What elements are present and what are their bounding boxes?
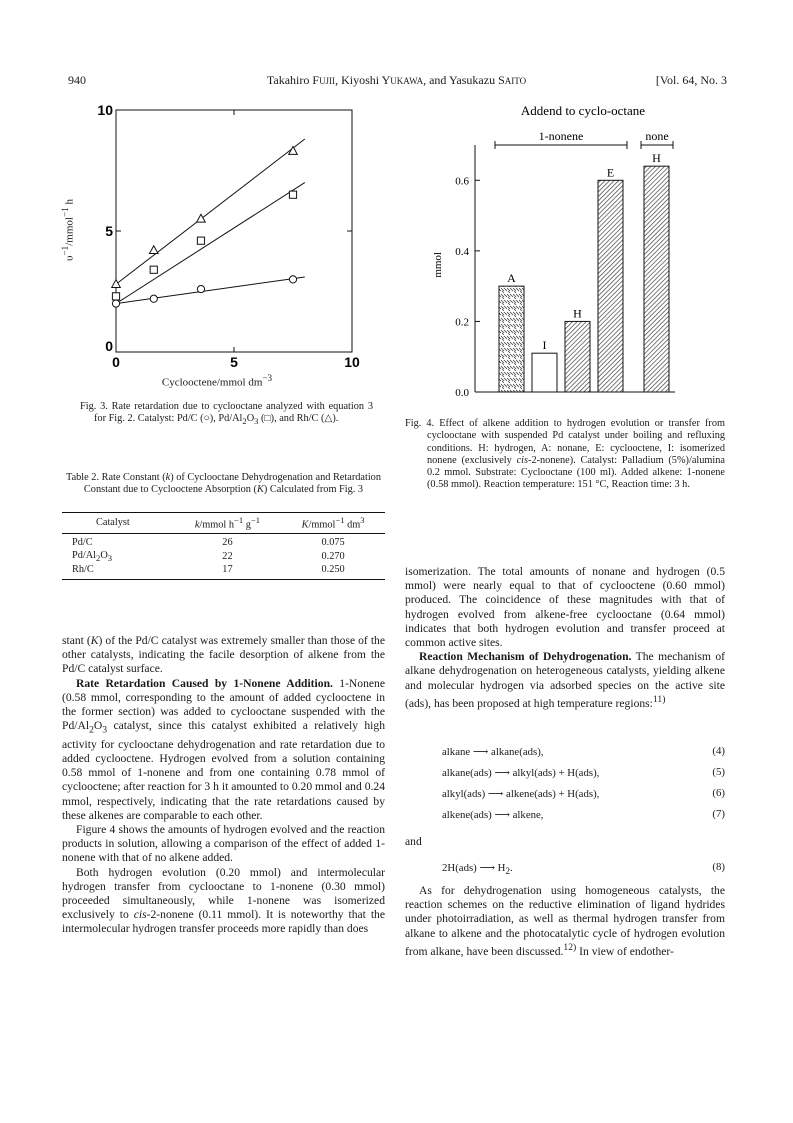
fig4-ytick-label: 0.6 (455, 175, 469, 188)
fig3-xtick-label: 10 (344, 354, 360, 370)
fig3-point-square (289, 191, 296, 198)
fig4-ytick-label: 0.4 (455, 245, 469, 258)
fig4-bar-label: A (507, 271, 516, 286)
table-row (62, 550, 385, 564)
table2-cell: 0.270 (321, 550, 345, 562)
right-paragraph: isomerization. The total amounts of nonane and hydrogen (0.5 mmol) were nearly equal to that of cyclooctene (0.60 mmol) produced. The coincidence of these magnitudes with that of hydrogen evolved from alkene-free cyclooctane (0.64 mmol) indicates that both hydrogen evolution and transfer proceed at common active sites. (405, 565, 725, 650)
equation: alkane(ads) ⟶ alkyl(ads) + H(ads), (5) (442, 766, 725, 779)
fig3-point-circle (289, 276, 296, 283)
equation: alkane ⟶ alkane(ads), (4) (442, 745, 725, 758)
journal-volume: [Vol. 64, No. 3 (655, 73, 727, 87)
fig3-frame (116, 110, 352, 352)
table-row (62, 564, 385, 579)
table2-caption: Table 2. Rate Constant (k) of Cyclooctane Dehydrogenation and Retardation Constant due to Cyclooctene Absorption (K) Calculated from Fig. 3 (66, 472, 381, 496)
table2-cell: 17 (174, 564, 282, 579)
fig3-caption: Fig. 3. Rate retardation due to cyclooctane analyzed with equation 3 for Fig. 2. Catalyst: Pd/C (○), $Pd/Al_2O_3$ (□), and Rh/C (△). (80, 401, 373, 427)
fig4-group-label: none (645, 129, 669, 143)
fig4-ytick-label: 0.0 (455, 387, 469, 399)
fig4-bar-label: E (606, 165, 615, 180)
fig3-point-square (150, 266, 157, 273)
table2-header-cell: K/mmol$^{-1}$ $dm^3$ (281, 513, 385, 534)
fig4-bar-label: H (573, 306, 582, 321)
right-paragraph: As for dehydrogenation using homogeneous catalysts, the reaction schemes on the reductive elimination of ligand hydrides under photoirradiation, as well as thermal hydrogen transfer from alkane to alkene and the photocatalytic cycle of hydrogen evolution from alkane, have been discussed.$^{12)}$ In view of endother- (405, 884, 725, 958)
fig3-xtick-label: 0 (112, 354, 120, 370)
left-paragraph: Figure 4 shows the amounts of hydrogen evolved and the reaction products in solution, allowing a comparison of the effect of added 1-nonene with that of no alkene added. (62, 822, 385, 865)
table2-header-cell: k/mmol $h^{-1}$ $g^{-1}$ (174, 513, 282, 534)
right-column-text-2 (405, 884, 725, 959)
fig4-bar (598, 180, 623, 392)
table2 (62, 512, 385, 580)
fig3-chart (60, 95, 380, 395)
fig3-point-square (197, 237, 204, 244)
fig3-ytick-label: 10 (97, 102, 113, 118)
fig4-caption: Fig. 4. Effect of alkene addition to hydrogen evolution or transfer from cyclooctane with suspended Pd catalyst under boiling and refluxing conditions. H: hydrogen, A: nonane, E: cyclooctene, I: isomerized nonene (exclusively cis-2-nonene). Catalyst: Palladium (5%)/alumina 0.2 mmol. Substrate: Cyclooctane (100 ml). Added alkene: 1-nonene (0.58 mmol). Reaction temperature: 151 °C, Reaction time: 3 h. (405, 418, 725, 491)
running-authors: Takahiro FUJII, Kiyoshi YUKAWA, and Yasukazu SAITO (266, 73, 527, 87)
fig3-xtick-label: 5 (230, 354, 238, 370)
fig3-point-circle (150, 295, 157, 302)
fig4-bar (565, 321, 590, 392)
left-column-text (62, 634, 385, 937)
equation-list (442, 745, 725, 829)
fig3-point-circle (112, 300, 119, 307)
right-paragraph: Reaction Mechanism of Dehydrogenation. The mechanism of alkane dehydrogenation on heterogeneous catalysts, yielding alkene and molecular hydrogen via adsorbed species on the active site (ads), has been proposed at high temperature regions:$^{11)}$ (405, 650, 725, 710)
fig3-fit-line-square (116, 183, 305, 304)
fig3-xlabel: Cyclooctene/mmol $dm^{-3}$ (161, 373, 273, 389)
fig4-bar (644, 166, 669, 392)
fig3-point-square (112, 293, 119, 300)
fig3-ytick-label: 0 (105, 338, 113, 354)
equation: alkene(ads) ⟶ alkene, (7) (442, 808, 725, 821)
table2-cell: Pd/C (72, 537, 93, 549)
fig3-point-triangle (149, 246, 158, 254)
fig3-point-triangle (112, 280, 121, 288)
table2-cell: 22 (222, 550, 233, 562)
table2-cell: 0.250 (281, 564, 385, 579)
fig4-bar-label: H (652, 151, 661, 166)
fig4-group-label: 1-nonene (538, 129, 584, 143)
fig3-ylabel: $\upsilon^{-1}/mmol^{-1}$ h (60, 199, 76, 261)
left-paragraph: Both hydrogen evolution (0.20 mmol) and intermolecular hydrogen transfer from cyclooctane to 1-nonene (0.30 mmol) proceeded simultaneously, while 1-nonene was isomerized exclusively to cis-2-nonene (0.11 mmol). It is noteworthy that the intermolecular hydrogen transfer proceeds more rapidly than does (62, 865, 385, 936)
fig4-title: Addend to cyclo-octane (520, 103, 646, 118)
left-paragraph: stant (K) of the Pd/C catalyst was extremely smaller than those of the other catalysts, indicating the facile desorption of alkene from the Pd/C catalyst surface. (62, 634, 385, 676)
table2-cell: $Pd/Al_2O_3$ (72, 549, 113, 563)
left-paragraph: Rate Retardation Caused by 1-Nonene Addition. 1-Nonene (0.58 mmol, corresponding to the amount of added cyclooctene in the former section) was added to cyclooctane suspended with the $Pd/Al_2O_3$ catalyst, since this catalyst exhibited a relatively high activity for cyclooctane dehydrogenation and rate retardation due to added cyclooctene. Hydrogen evolved from a solution containing 0.58 mmol of 1-nonene and from one containing 0.78 mmol of cyclooctene; after reaction for 3 h it amounted to 0.20 mmol and 0.24 mmol, respectively, indicating that the rate retardations caused by these alkenes are comparable to each other. (62, 676, 385, 822)
fig3-fit-line-circle (116, 277, 305, 304)
fig3-point-triangle (197, 214, 206, 222)
table2-header-cell: Catalyst (62, 513, 174, 534)
table2-cell: Rh/C (62, 564, 174, 579)
fig4-bar (532, 353, 557, 392)
fig4-ytick-label: 0.2 (455, 316, 469, 329)
fig4-bar (499, 286, 524, 392)
fig4-chart (405, 95, 725, 405)
fig3-point-circle (197, 285, 204, 292)
right-column-text-1 (405, 565, 725, 711)
fig4-bar-label: I (542, 338, 547, 353)
table2-cell: 0.075 (321, 537, 345, 549)
page-number: 940 (68, 73, 86, 87)
and-word: and (405, 835, 422, 848)
equation: alkyl(ads) ⟶ alkene(ads) + H(ads), (6) (442, 787, 725, 800)
fig3-ytick-label: 5 (105, 223, 113, 239)
fig4-ylabel: mmol (432, 252, 444, 278)
equation-8: 2H(ads) ⟶ $H_2$. (8) (442, 861, 725, 877)
table2-cell: 26 (222, 537, 233, 549)
fig3-fit-line-triangle (116, 139, 305, 284)
table-row (62, 534, 385, 550)
